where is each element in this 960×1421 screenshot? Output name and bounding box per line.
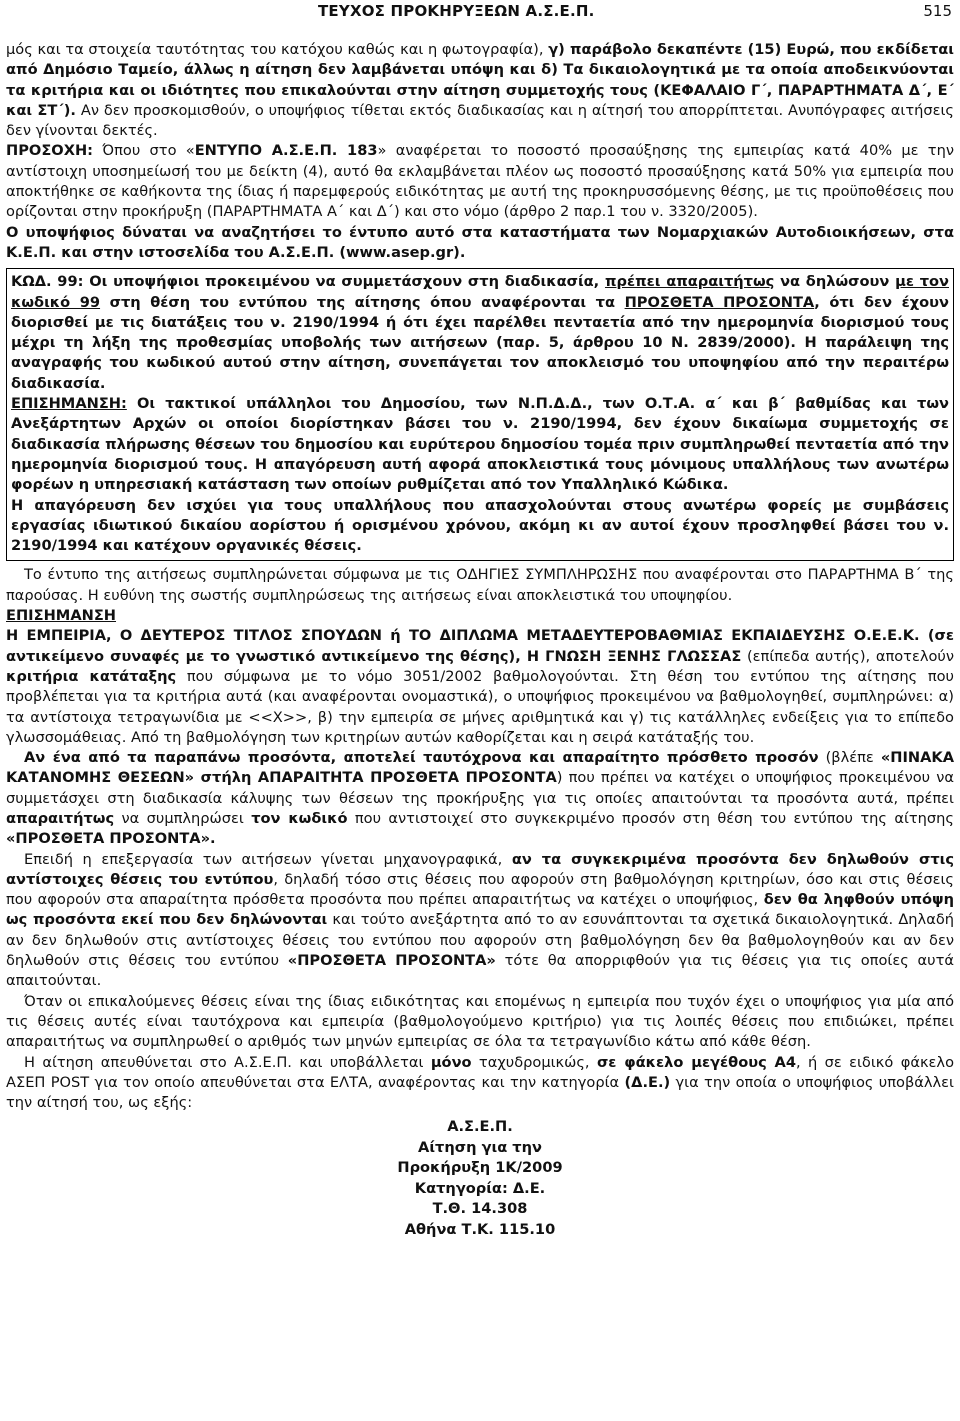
notice-heading: ΕΠΙΣΗΜΑΝΣΗ	[6, 607, 117, 625]
box-exception-paragraph: Η απαγόρευση δεν ισχύει για τους υπαλλήλους που απασχολούνται στους ανωτέρω φορείς με συμβάσεις εργασίας ιδιωτικού δικαίου αορίστου ή ορισμένου χρόνου, ακόμη κι αν αυτοί έχουν προσληφθεί βάσει του ν. 2190/1994 και κατέχουν οργανικές θέσεις.	[11, 496, 949, 555]
code-99-notice-box	[6, 268, 954, 561]
paragraph-experience: Όταν οι επικαλούμενες θέσεις είναι της ίδιας ειδικότητας και επομένως η εμπειρία που τυχόν έχει ο υποψήφιος για μία από τις θέσεις αυτές είναι ταυτόχρονα και εμπειρία (βαθμολογούμενο κριτήριο) για τις λοιπές θέσεις που επιδιώκει, πρέπει απαραιτήτως να συμπληρωθεί ο αριθμός των μηνών εμπειρίας σε όλα τα τετραγωνίδιο κάτω από κάθε θέση.	[6, 992, 954, 1051]
paragraph-requirements: μός και τα στοιχεία ταυτότητας του κατόχου καθώς και η φωτογραφία), γ) παράβολο δεκαπέντε (15) Ευρώ, που εκδίδεται από Δημόσιο Ταμείο, άλλως η αίτηση δεν λαμβάνεται υπόψη και δ) Τα δικαιολογητικά με τα οποία αποδεικνύονται τα κριτήρια και οι ιδιότητες που επικαλούνται στην αίτηση συμμετοχής τους (ΚΕΦΑΛΑΙΟ Γ΄, ΠΑΡΑΡΤΗΜΑΤΑ Δ΄, Ε΄ και ΣΤ΄). Αν δεν προσκομισθούν, ο υποψήφιος τίθεται εκτός διαδικασίας και η αίτησή του απορρίπτεται. Ανυπόγραφες αιτήσεις δεν γίνονται δεκτές.	[6, 41, 954, 140]
address-line: Αθήνα Τ.Κ. 115.10	[404, 1220, 556, 1238]
page-header	[0, 0, 960, 26]
paragraph-form-source: Ο υποψήφιος δύναται να αναζητήσει το έντυπο αυτό στα καταστήματα των Νομαρχιακών Αυτοδιοικήσεων, στα Κ.Ε.Π. και στην ιστοσελίδα του Α.Σ.Ε.Π. (www.asep.gr).	[6, 223, 954, 261]
page-number: 515	[923, 2, 952, 20]
journal-title: ΤΕΥΧΟΣ ΠΡΟΚΗΡΥΞΕΩΝ Α.Σ.Ε.Π.	[318, 2, 595, 20]
paragraph-additional-qualifications: Αν ένα από τα παραπάνω προσόντα, αποτελεί ταυτόχρονα και απαραίτητο πρόσθετο προσόν (βλέπε «ΠΙΝΑΚΑ ΚΑΤΑΝΟΜΗΣ ΘΕΣΕΩΝ» στήλη ΑΠΑΡΑΙΤΗΤΑ ΠΡΟΣΘΕΤΑ ΠΡΟΣΟΝΤΑ) που πρέπει να κατέχει ο υποψήφιος προκειμένου να συμμετάσχει στη διαδικασία κάλυψης των θέσεων της προκήρυξης για τις οποίες απαιτούνται τα προσόντα αυτά, πρέπει απαραιτήτως να συμπληρώσει τον κωδικό που αντιστοιχεί στο συγκεκριμένο προσόν στη θέση του εντύπου της αίτησης «ΠΡΟΣΘΕΤΑ ΠΡΟΣΟΝΤΑ».	[6, 749, 955, 848]
mailing-address-block	[6, 1117, 954, 1240]
paragraph-processing: Επειδή η επεξεργασία των αιτήσεων γίνεται μηχανογραφικά, αν τα συγκεκριμένα προσόντα δεν δηλωθούν στις αντίστοιχες θέσεις του εντύπου, δηλαδή τόσο στις θέσεις που αφορούν στη βαθμολόγηση κριτηρίων, όσο και στις θέσεις που αφορούν στα απαραίτητα πρόσθετα προσόντα που πρέπει απαραιτήτως να κατέχει ο υποψήφιος, δεν θα ληφθούν υπόψη ως προσόντα εκεί που δεν δηλώνονται και τούτο ανεξάρτητα από το αν εσυνάπτονται τα σχετικά δικαιολογητικά. Δηλαδή αν δεν δηλωθούν στις αντίστοιχες θέσεις του εντύπου που αφορούν στη βαθμολόγηση δεν θα βαθμολογηθούν και αν δεν δηλωθούν στις θέσεις του εντύπου «ΠΡΟΣΘΕΤΑ ΠΡΟΣΟΝΤΑ» τότε θα απορριφθούν για τις θέσεις για τις οποίες αυτά απαιτούνται.	[6, 850, 955, 990]
paragraph-criteria: Η ΕΜΠΕΙΡΙΑ, Ο ΔΕΥΤΕΡΟΣ ΤΙΤΛΟΣ ΣΠΟΥΔΩΝ ή ΤΟ ΔΙΠΛΩΜΑ ΜΕΤΑΔΕΥΤΕΡΟΒΑΘΜΙΑΣ ΕΚΠΑΙΔΕΥΣΗΣ Ο.Ε.Ε.Κ. (σε αντικείμενο συναφές με το γνωστικό αντικείμενο της θέσης), Η ΓΝΩΣΗ ΞΕΝΗΣ ΓΛΩΣΣΑΣ (επίπεδα αυτής), αποτελούν κριτήρια κατάταξης που σύμφωνα με το νόμο 3051/2002 βαθμολογούνται. Στη θέση του εντύπου της αίτησης που προβλέπεται για τα κριτήρια αυτά (και αναφέρονται ονομαστικά), ο υποψήφιος προκειμένου να βαθμολογηθεί, συμπληρώνει: α) τα αντίστοιχα τετραγωνίδια με <<Χ>>, β) την εμπειρία σε μήνες αριθμητικά και γ) τις κατάλληλες ενδείξεις για το επίπεδο γλωσσομάθειας. Από τη βαθμολόγηση των κριτηρίων αυτών καθορίζεται και η σειρά κατάταξής του.	[6, 627, 954, 746]
address-line: Κατηγορία: Δ.Ε.	[414, 1179, 546, 1197]
address-line: Προκήρυξη 1Κ/2009	[397, 1159, 563, 1177]
address-line: Τ.Θ. 14.308	[432, 1200, 528, 1218]
address-line: Αίτηση για την	[418, 1138, 542, 1156]
address-line: Α.Σ.Ε.Π.	[447, 1118, 513, 1136]
paragraph-instructions: Το έντυπο της αιτήσεως συμπληρώνεται σύμφωνα με τις ΟΔΗΓΙΕΣ ΣΥΜΠΛΗΡΩΣΗΣ που αναφέρονται στο ΠΑΡΑΡΤΗΜΑ Β΄ της παρούσας. Η ευθύνη της σωστής συμπληρώσεως της αιτήσεως είναι αποκλειστικά του υποψηφίου.	[6, 566, 954, 604]
document-body	[6, 40, 954, 1240]
box-notice-paragraph: ΕΠΙΣΗΜΑΝΣΗ: Οι τακτικοί υπάλληλοι του Δημοσίου, των Ν.Π.Δ.Δ., των Ο.Τ.Α. α΄ και β΄ βαθμίδας και των Ανεξάρτητων Αρχών οι οποίοι διορίστηκαν βάσει του ν. 2190/1994, δεν έχουν δικαίωμα συμμετοχής σε διαδικασία πλήρωσης θέσεων του δημοσίου και ευρύτερου δημοσίου τομέα πριν συμπληρωθεί πενταετία από την ημερομηνία διορισμού τους. Η απαγόρευση αυτή αφορά αποκλειστικά τους μόνιμους υπαλλήλους των ανωτέρω φορέων η υπηρεσιακή κατάσταση των οποίων ρυθμίζεται από τον Υπαλληλικό Κώδικα.	[11, 395, 949, 494]
code-99-paragraph: ΚΩΔ. 99: Οι υποψήφιοι προκειμένου να συμμετάσχουν στη διαδικασία, πρέπει απαραιτήτως να δηλώσουν με τον κωδικό 99 στη θέση του εντύπου της αίτησης όπου αναφέρονται τα ΠΡΟΣΘΕΤΑ ΠΡΟΣΟΝΤΑ, ότι δεν έχουν διορισθεί με τις διατάξεις του ν. 2190/1994 ή ότι έχει παρέλθει πενταετία από την ημερομηνία διορισμού τους μέχρι τη λήξη της προθεσμίας υποβολής των αιτήσεων (παρ. 5, άρθρου 10 Ν. 2839/2000). Η παράλειψη της αναγραφής του κωδικού αυτού στην αίτηση, συνεπάγεται τον αποκλεισμό του υποψηφίου από την περαιτέρω διαδικασία.	[11, 273, 949, 392]
paragraph-attention: ΠΡΟΣΟΧΗ: Όπου στο «ΕΝΤΥΠΟ Α.Σ.Ε.Π. 183» αναφέρεται το ποσοστό προσαύξησης της εμπειρίας κατά 40% με την αντίστοιχη υποσημείωσή του με δείκτη (4), αυτό θα εκλαμβάνεται πλέον ως ποσοστό προσαύξησης κατά 50% για εμπειρία που αποκτήθηκε σε καθήκοντα της ίδιας ή παρεμφερούς ειδικότητας με αυτή της προκηρυσσόμενης θέσης, με τις προϋποθέσεις που ορίζονται στην προκήρυξη (ΠΑΡΑΡΤΗΜΑΤΑ Α΄ και Δ΄) και στο νόμο (άρθρο 2 παρ.1 του ν. 3320/2005).	[6, 142, 954, 221]
paragraph-submission: Η αίτηση απευθύνεται στο Α.Σ.Ε.Π. και υποβάλλεται μόνο ταχυδρομικώς, σε φάκελο μεγέθους Α4, ή σε ειδικό φάκελο ΑΣΕΠ POST για τον οποίο απευθύνεται στα ΕΛΤΑ, αναφέροντας και την κατηγορία (Δ.Ε.) για την οποία ο υποψήφιος υποβάλλει την αίτησή του, ως εξής:	[6, 1053, 955, 1112]
